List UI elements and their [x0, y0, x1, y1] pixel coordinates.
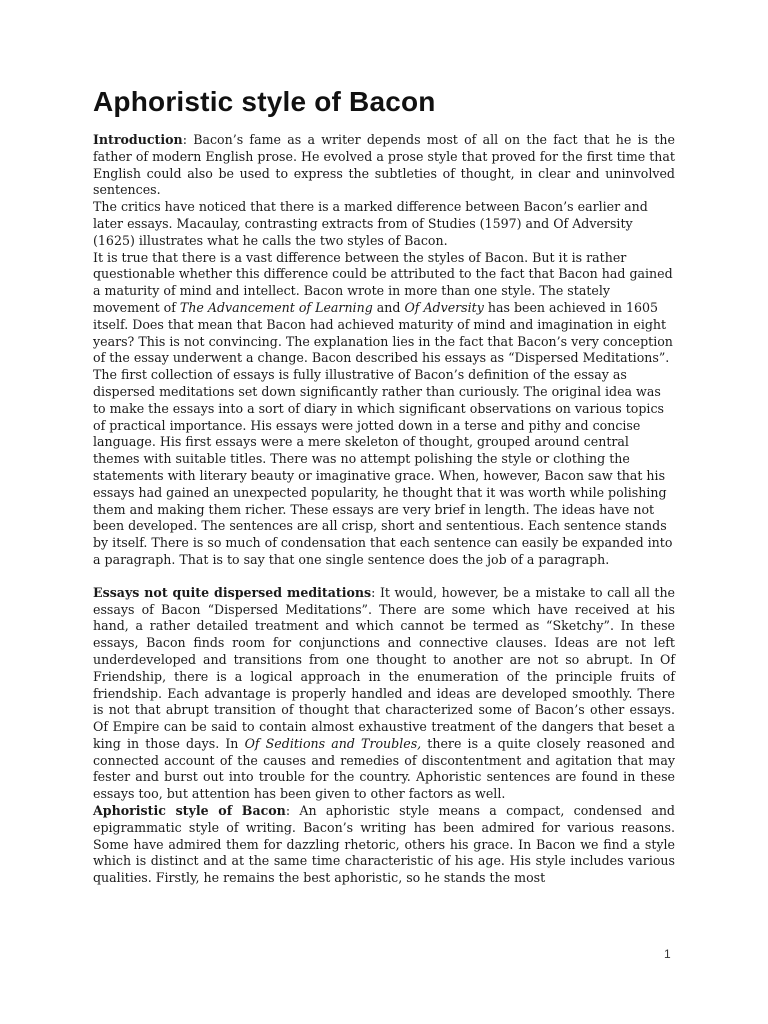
title-of-adversity: Of Adversity — [404, 299, 484, 315]
intro-paragraph — [93, 132, 675, 199]
section2-heading: Essays not quite dispersed meditations — [93, 584, 372, 600]
section2-text-b: there is a quite closely reasoned and connected account of the causes and remedies of discontentment and agitation that may fester and burst out into trouble for the country. Aphoristic sentences are found in these essays too, but attention has been given to other factors as well. — [93, 735, 675, 802]
page-title: Aphoristic style of Bacon — [93, 86, 436, 117]
page-number: 1 — [664, 947, 671, 961]
title-advancement-of-learning: The Advancement of Learning — [179, 299, 373, 315]
styles-text-c: has been achieved in 1605 itself. Does that mean that Bacon had achieved maturity of mind and imagination in eight years? This is not convincing. The explanation lies in the fact that Bacon’s very conception of the essay underwent a change. Bacon described his essays as “Dispersed Meditations”. The first collection of essays is fully illustrative of Bacon’s definition of the essay as dispersed meditations set down significantly rather than curiously. The original idea was to make the essays into a sort of diary in which significant observations on various topics of practical importance. His essays were jotted down in a terse and pithy and concise language. His first essays were a mere skeleton of thought, grouped around central themes with suitable titles. There was no attempt polishing the style or clothing the statements with literary beauty or imaginative grace. When, however, Bacon saw that his essays had gained an unexpected popularity, he thought that it was worth while polishing them and making them richer. These essays are very brief in length. The ideas have not been developed. The sentences are all crisp, short and sententious. Each sentence stands by itself. There is so much of condensation that each sentence can easily be expanded into a paragraph. That is to say that one single sentence does the job of a paragraph. — [93, 299, 673, 567]
intro-heading: Introduction — [93, 132, 183, 147]
intro-sep: : — [182, 132, 194, 147]
styles-paragraph — [93, 250, 675, 569]
section3-text: An aphoristic style means a compact, condensed and epigrammatic style of writing. Bacon’s writing has been admired for various reasons. Some have admired them for dazzling rhetoric, others his grace. In Bacon we find a style which is distinct and at the same time characteristic of his age. His style includes various qualities. Firstly, he remains the best aphoristic, so he stands the most — [93, 803, 675, 886]
section-dispersed-meditations — [93, 585, 675, 803]
section2-text-a: It would, however, be a mistake to call all the essays of Bacon “Dispersed Meditations”. There are some which have received at his hand, a rather detailed treatment and which cannot be termed as “Sketchy”. In these essays, Bacon finds room for conjunctions and connective clauses. Ideas are not left underdeveloped and transitions from one thought to another are not so abrupt. In Of Friendship, there is a logical approach in the enumeration of the principle fruits of friendship. Each advantage is properly handled and ideas are developed smoothly. There is not that abrupt transition of thought that characterized some of Bacon’s other essays. Of Empire can be said to contain almost exhaustive treatment of the dangers that beset a king in those days. In — [93, 584, 676, 751]
section-aphoristic-style — [93, 803, 675, 887]
section3-sep: : — [285, 803, 300, 819]
intro-text: Bacon’s fame as a writer depends most of all on the fact that he is the father of modern English prose. He evolved a prose style that proved for the first time that English could also be used to express the subtleties of thought, in clear and uninvolved sentences. — [93, 132, 675, 198]
document-page — [93, 84, 675, 887]
styles-text-b: and — [372, 299, 405, 315]
styles-text-a: It is true that there is a vast difference between the styles of Bacon. But it is rather questionable whether this difference could be attributed to the fact that Bacon had gained a maturity of mind and intellect. Bacon wrote in more than one style. The stately movement of — [93, 249, 673, 315]
critics-paragraph: The critics have noticed that there is a marked difference between Bacon’s earlier and later essays. Macaulay, contrasting extracts from of Studies (1597) and Of Adversity (1625) illustrates what he calls the two styles of Bacon. — [93, 199, 648, 248]
title-of-seditions: Of Seditions and Troubles, — [244, 735, 422, 751]
section3-heading: Aphoristic style of Bacon — [93, 803, 286, 819]
section2-sep: : — [371, 584, 380, 600]
